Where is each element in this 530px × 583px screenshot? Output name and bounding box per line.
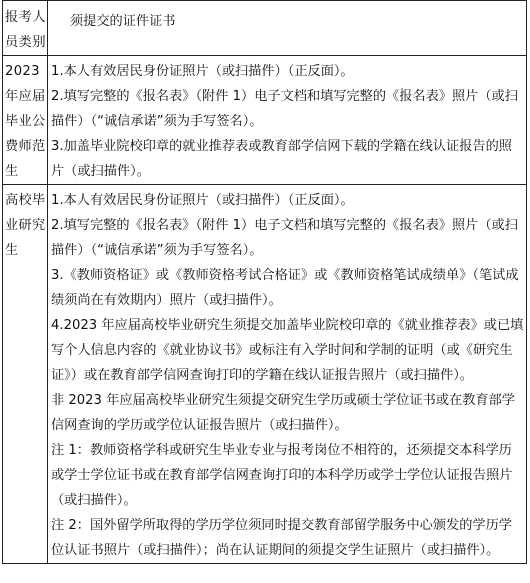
list-item: 1.本人有效居民身份证照片（或扫描件）（正反面）。 (51, 64, 354, 79)
table-row (3, 185, 527, 564)
list-item: 2.填写完整的《报名表》（附件 1）电子文档和填写完整的《报名表》照片（或扫描件）（“诚信承诺”须为手写签名）。 (51, 89, 518, 129)
table-row (3, 56, 527, 185)
list-item: 非 2023 年应届高校毕业研究生须提交研究生学历或硕士学位证书或在教育部学信网查询的学历或学位认证报告照片（或扫描件）。 (51, 393, 515, 433)
list-item: 3.《教师资格证》或《教师资格考试合格证》或《教师资格笔试成绩单》（笔试成绩须尚在有效期内）照片（或扫描件）。 (51, 268, 519, 308)
table-header-row (3, 1, 527, 56)
header-category: 报考人员类别 (3, 1, 48, 56)
header-requirements: 须提交的证件证书 (48, 1, 527, 56)
row-items (48, 185, 527, 564)
list-item: 1.本人有效居民身份证照片（或扫描件）（正反面）。 (51, 193, 354, 208)
list-item: 4.2023 年应届高校毕业研究生须提交加盖毕业院校印章的《就业推荐表》或已填写个人信息内容的《就业协议书》或标注有入学时间和学制的证明（或《研究生证》）或在教育部学信网查询打印的学籍在线认证报告照片（或扫描件）。 (51, 318, 524, 383)
row-items (48, 56, 527, 185)
row-category: 2023年应届毕业公费师范生 (3, 56, 48, 185)
list-item: 2.填写完整的《报名表》（附件 1）电子文档和填写完整的《报名表》照片（或扫描件）（“诚信承诺”须为手写签名）。 (51, 218, 518, 258)
list-item: 注 1：教师资格学科或研究生毕业专业与报考岗位不相符的，还须提交本科学历或学士学位证书或在教育部学信网查询打印的本科学历或学士学位认证报告照片（或扫描件）。 (51, 443, 513, 508)
list-item: 注 2：国外留学所取得的学历学位须同时提交教育部留学服务中心颁发的学历学位认证书照片（或扫描件）；尚在认证期间的须提交学生证照片（或扫描件）。 (51, 518, 512, 558)
requirements-table (2, 0, 527, 564)
row-category: 高校毕业研究生 (3, 185, 48, 564)
list-item: 3.加盖毕业院校印章的就业推荐表或教育部学信网下载的学籍在线认证报告的照片（或扫描件）。 (51, 139, 512, 179)
